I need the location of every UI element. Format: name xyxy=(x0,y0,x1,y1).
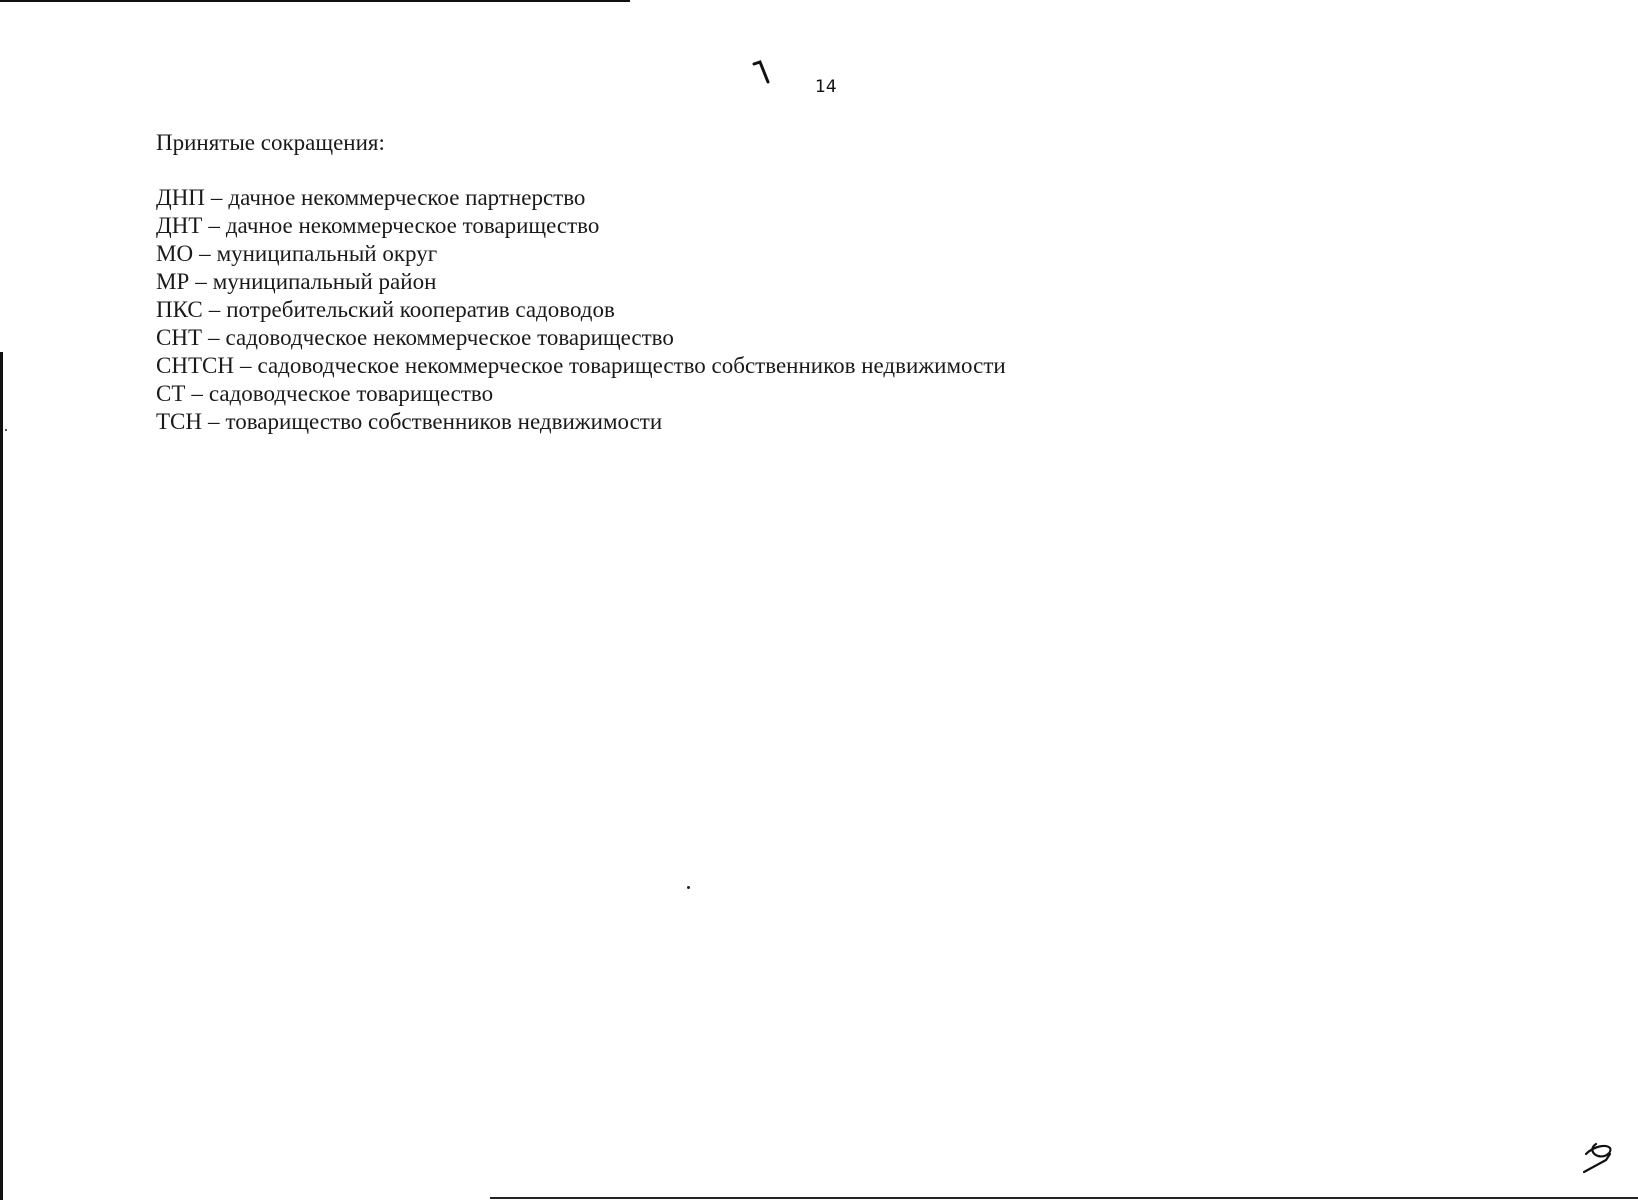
list-item xyxy=(156,324,1006,352)
abbreviation-meaning: муниципальный район xyxy=(212,269,437,294)
scan-edge-left xyxy=(0,352,3,1200)
list-item xyxy=(156,268,1006,296)
separator: – xyxy=(208,213,220,238)
scan-edge-top xyxy=(0,0,630,2)
abbreviation-meaning: товарищество собственников недвижимости xyxy=(225,409,663,434)
list-item xyxy=(156,408,1006,436)
list-item xyxy=(156,240,1006,268)
list-item xyxy=(156,212,1006,240)
scan-speck xyxy=(5,429,7,431)
separator: – xyxy=(208,325,220,350)
abbreviation-code: СНТСН xyxy=(156,353,234,378)
separator: – xyxy=(239,353,252,378)
abbreviation-code: ТСН xyxy=(156,409,202,434)
abbreviation-meaning: потребительский кооператив садоводов xyxy=(226,297,615,322)
abbreviations-list xyxy=(156,184,1006,436)
scan-edge-bottom xyxy=(490,1197,1638,1199)
abbreviation-code: СТ xyxy=(156,381,186,406)
separator: – xyxy=(191,381,203,406)
abbreviations-heading: Принятые сокращения: xyxy=(156,130,385,155)
separator: – xyxy=(195,269,207,294)
abbreviation-code: МО xyxy=(156,241,194,266)
separator: – xyxy=(208,297,221,322)
abbreviation-meaning: садоводческое некоммерческое товарищество xyxy=(225,325,674,350)
abbreviation-meaning: дачное некоммерческое партнерство xyxy=(228,185,586,210)
abbreviation-code: СНТ xyxy=(156,325,202,350)
separator: – xyxy=(210,185,223,210)
abbreviation-code: ПКС xyxy=(156,297,203,322)
list-item xyxy=(156,352,1006,380)
abbreviation-code: ДНТ xyxy=(156,213,203,238)
abbreviation-meaning: садоводческое некоммерческое товарищество собственников недвижимости xyxy=(257,353,1006,378)
abbreviation-meaning: муниципальный округ xyxy=(216,241,438,266)
list-item xyxy=(156,296,1006,324)
page-number: 14 xyxy=(815,77,837,97)
pen-mark-icon xyxy=(750,58,774,88)
handwritten-sheet-number xyxy=(1576,1132,1616,1182)
separator: – xyxy=(199,241,211,266)
scan-speck xyxy=(687,886,690,889)
abbreviation-code: МР xyxy=(156,269,190,294)
abbreviation-meaning: дачное некоммерческое товарищество xyxy=(225,213,600,238)
abbreviation-meaning: садоводческое товарищество xyxy=(208,381,494,406)
separator: – xyxy=(208,409,220,434)
list-item xyxy=(156,380,1006,408)
abbreviation-code: ДНП xyxy=(156,185,205,210)
list-item xyxy=(156,184,1006,212)
